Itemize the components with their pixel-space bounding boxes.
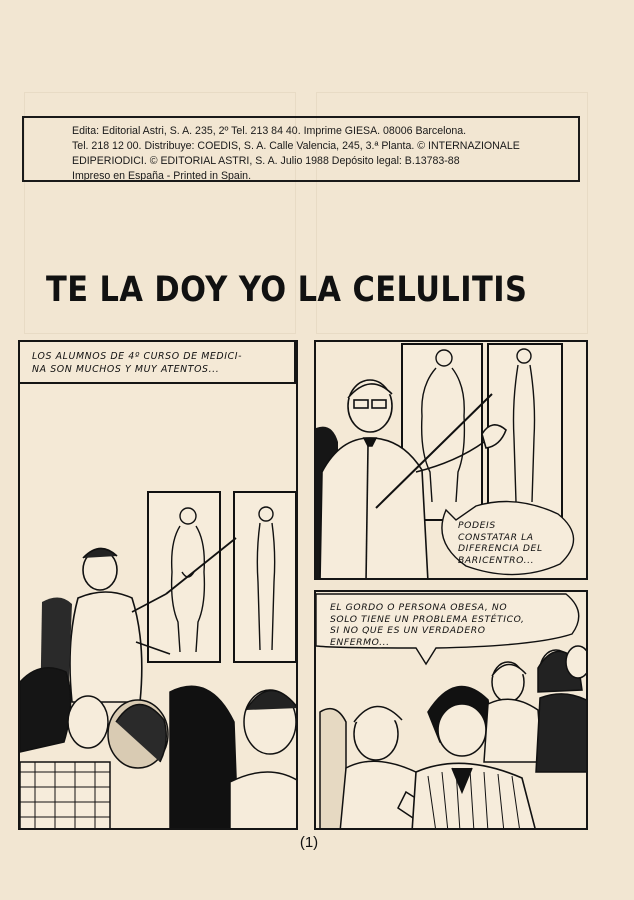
panel-1-artwork xyxy=(20,342,298,830)
balloon-3-line-2: SOLO TIENE UN PROBLEMA ESTÉTICO, xyxy=(330,613,525,625)
imprint-line-3: EDIPERIODICI. © EDITORIAL ASTRI, S. A. Julio 1988 Depósito legal: B.13783-88 xyxy=(72,155,460,167)
balloon-2-line-3: DIFERENCIA DEL xyxy=(458,543,543,554)
balloon-2-line-2: CONSTATAR LA xyxy=(458,531,534,543)
story-title: TE LA DOY YO LA CELULITIS xyxy=(46,270,528,310)
imprint-line-2: Tel. 218 12 00. Distribuye: COEDIS, S. A. Calle Valencia, 245, 3.ª Planta. © INTERNAZIONALE xyxy=(72,140,520,152)
balloon-3-line-3: SI NO QUE ES UN VERDADERO xyxy=(330,625,486,636)
caption-line-1: LOS ALUMNOS DE 4º CURSO DE MEDICI- xyxy=(32,351,243,362)
balloon-3-line-4: ENFERMO... xyxy=(330,636,390,648)
panel-professor-pointing xyxy=(314,340,588,580)
page-number: (1) xyxy=(299,834,319,851)
panel-3-speech-balloon xyxy=(330,602,582,648)
balloon-2-line-1: PODEIS xyxy=(458,520,496,531)
panel-students-writing xyxy=(314,590,588,830)
balloon-2-line-4: BARICENTRO... xyxy=(458,554,535,566)
imprint-box xyxy=(22,116,580,182)
panel-lecture-hall xyxy=(18,340,298,830)
balloon-3-line-1: EL GORDO O PERSONA OBESA, NO xyxy=(330,602,508,613)
panel-2-speech-balloon xyxy=(458,520,584,566)
caption-line-2: NA SON MUCHOS Y MUY ATENTOS... xyxy=(32,363,220,375)
panel-1-caption xyxy=(20,342,296,384)
imprint-line-1: Edita: Editorial Astri, S. A. 235, 2º Tel. 213 84 40. Imprime GIESA. 08006 Barcelona. xyxy=(72,125,467,137)
imprint-line-4: Impreso en España - Printed in Spain. xyxy=(72,170,252,182)
